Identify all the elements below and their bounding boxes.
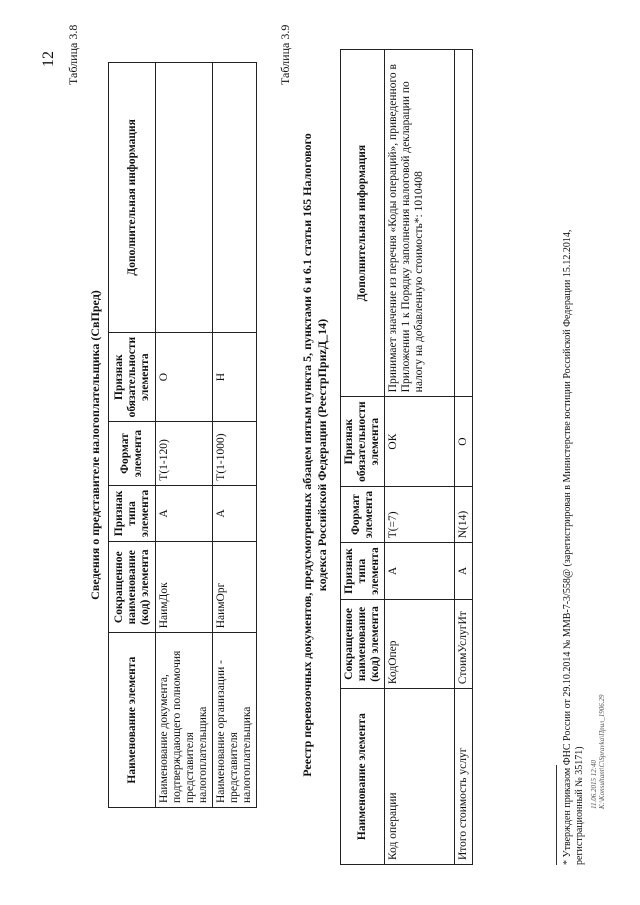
table-cell: О	[455, 397, 473, 487]
footnote-line-1: Утвержден приказом ФНС России от 29.10.2014 № ММВ-7-3/558@ (зарегистрирован в Министерстве юстиции Российской Федерации 15.12.2014,	[562, 229, 573, 858]
stamp-line-1: 11.06.2015 12:40	[590, 759, 598, 809]
table-cell: О	[156, 332, 213, 422]
header-cell: Дополнительная информация	[109, 63, 156, 333]
stamp-line-2: К:\Konsultant\C\Spravka\Прил_1906.29	[598, 694, 606, 809]
header-cell: Сокращенное наименование (код) элемента	[341, 599, 385, 688]
header-cell: Дополнительная информация	[341, 50, 385, 397]
header-cell: Сокращенное наименование (код) элемента	[109, 542, 156, 633]
footnote-line-2: регистрационный № 35171)	[574, 746, 585, 865]
table-3-8	[108, 62, 257, 808]
table-cell: КодОпер	[385, 599, 455, 688]
table-cell: СтоимУслугИт	[455, 599, 473, 688]
table-row	[213, 63, 257, 808]
table-3-8-header-row	[109, 63, 156, 808]
table-3-8-caption: Таблица 3.8	[66, 24, 80, 85]
table-cell: N(14)	[455, 486, 473, 542]
table-cell	[213, 63, 257, 333]
table-cell: НаимДок	[156, 542, 213, 633]
header-cell: Формат элемента	[341, 486, 385, 542]
table-row	[385, 50, 455, 865]
table-3-8-title: Сведения о представителе налогоплательщика (СвПред)	[88, 290, 102, 600]
print-stamp	[590, 609, 606, 809]
table-cell: Принимает значение из перечня «Коды операций», приведенного в Приложении 1 к Порядку заполнения налоговой декларации по налогу на добавленную стоимость*: 1010408	[385, 50, 455, 397]
table-cell: А	[156, 485, 213, 541]
table-cell: Итого стоимость услуг	[455, 689, 473, 865]
table-cell: А	[385, 543, 455, 599]
table-cell: T(=7)	[385, 486, 455, 542]
table-3-9	[340, 49, 473, 865]
page-number: 12	[40, 51, 57, 67]
header-cell: Наименование элемента	[341, 689, 385, 865]
table-cell: Наименование организации - представителя налогоплательщика	[213, 633, 257, 808]
header-cell: Наименование элемента	[109, 633, 156, 808]
header-cell: Признак типа элемента	[341, 543, 385, 599]
table-cell: А	[455, 543, 473, 599]
header-cell: Признак обязательности элемента	[341, 397, 385, 487]
table-cell: T(1-1000)	[213, 422, 257, 485]
table-cell: НаимОрг	[213, 542, 257, 633]
footnote	[562, 35, 586, 865]
table-3-9-header-row	[341, 50, 385, 865]
table-cell: А	[213, 485, 257, 541]
header-cell: Формат элемента	[109, 422, 156, 485]
table-cell: Н	[213, 332, 257, 422]
table-cell: Наименование документа, подтверждающего полномочия представителя налогоплательщика	[156, 633, 213, 808]
table-cell	[455, 50, 473, 397]
table-3-9-title-line-2: кодекса Российской Федерации (РеестрПриzД_14)	[315, 318, 329, 592]
table-cell: Код операции	[385, 689, 455, 865]
table-cell: ОК	[385, 397, 455, 487]
table-3-9-title-line-1: Реестр перевозочных документов, предусмотренных абзацем пятым пункта 5, пунктами 6 и 6.1 статьи 165 Налогового	[300, 133, 314, 777]
footnote-marker: *	[562, 860, 573, 865]
table-cell	[156, 63, 213, 333]
table-row	[455, 50, 473, 865]
table-row	[156, 63, 213, 808]
footnote-rule	[556, 765, 557, 865]
table-cell: T(1-120)	[156, 422, 213, 485]
table-3-9-caption: Таблица 3.9	[278, 24, 292, 85]
header-cell: Признак обязательности элемента	[109, 332, 156, 422]
header-cell: Признак типа элемента	[109, 485, 156, 541]
